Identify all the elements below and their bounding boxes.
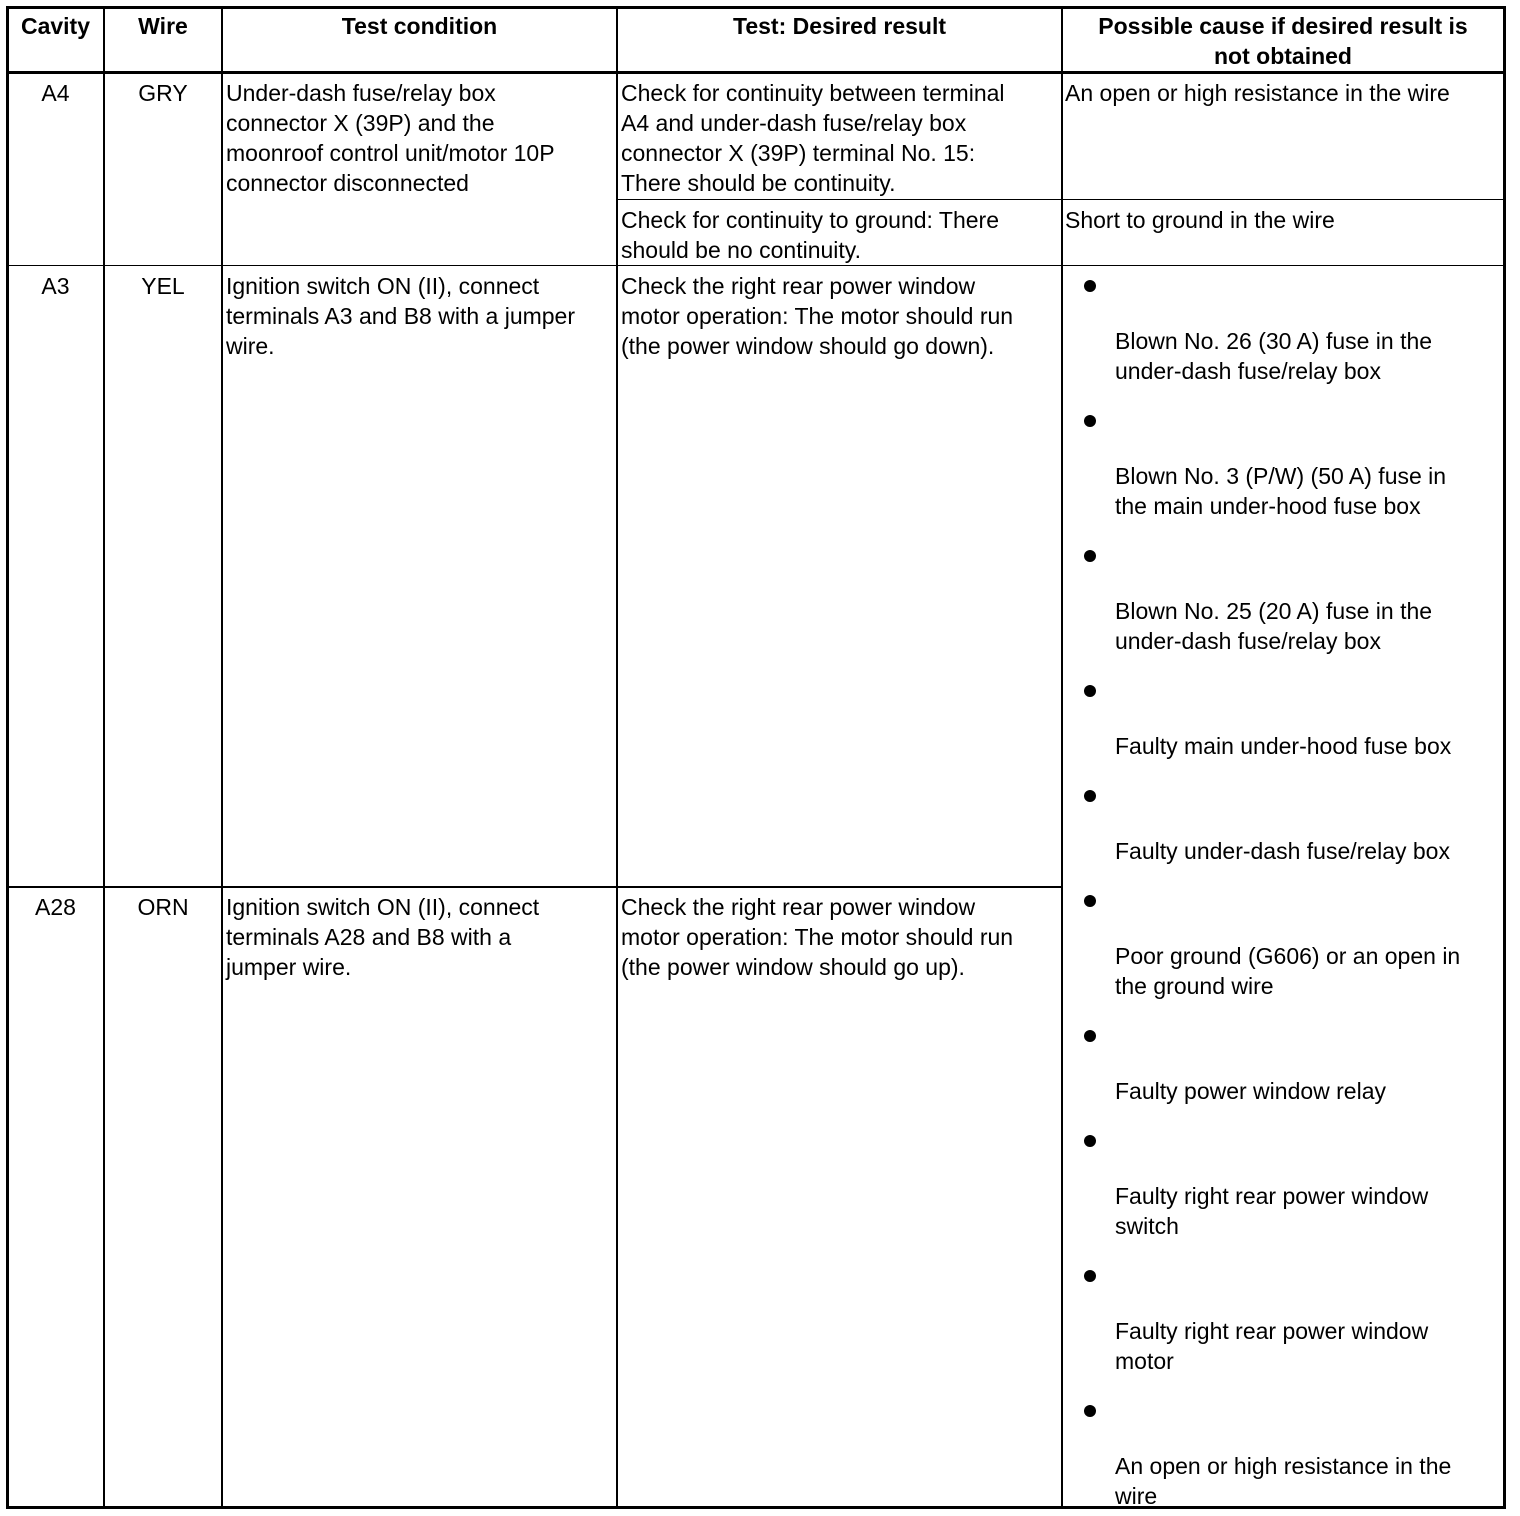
list-item: Faulty main under-hood fuse box bbox=[1115, 733, 1452, 759]
cell-test-condition-a4: Under-dash fuse/relay box connector X (39P) and the moonroof control unit/motor 10P connector disconnected bbox=[226, 80, 555, 196]
bullet-icon bbox=[1084, 415, 1096, 427]
list-item: Blown No. 26 (30 A) fuse in the under-dash fuse/relay box bbox=[1115, 328, 1433, 384]
list-item: Faulty power window relay bbox=[1115, 1078, 1387, 1104]
cell-wire-a28: ORN bbox=[137, 894, 189, 920]
row-divider bbox=[6, 265, 1506, 266]
cell-desired-result-a3: Check the right rear power window motor operation: The motor should run (the power window should go down). bbox=[621, 273, 1014, 359]
col-divider bbox=[616, 6, 618, 1509]
cell-test-condition-a3: Ignition switch ON (II), connect terminals A3 and B8 with a jumper wire. bbox=[226, 273, 576, 359]
header-possible-cause: Possible cause if desired result is not obtained bbox=[1098, 13, 1468, 69]
header-divider bbox=[6, 71, 1506, 74]
bullet-icon bbox=[1084, 895, 1096, 907]
cell-desired-result-a4-continuity: Check for continuity between terminal A4 and under-dash fuse/relay box connector X (39P) terminal No. 15: There should be continuity. bbox=[621, 80, 1005, 196]
col-divider bbox=[1061, 6, 1063, 1509]
cell-cavity-a4: A4 bbox=[41, 80, 70, 106]
bullet-icon bbox=[1084, 790, 1096, 802]
bullet-icon bbox=[1084, 550, 1096, 562]
bullet-icon bbox=[1084, 685, 1096, 697]
bullet-icon bbox=[1084, 1135, 1096, 1147]
list-item: Poor ground (G606) or an open in the ground wire bbox=[1115, 943, 1461, 999]
cell-wire-a3: YEL bbox=[141, 273, 185, 299]
list-item: Faulty right rear power window motor bbox=[1115, 1318, 1429, 1374]
list-item: Faulty right rear power window switch bbox=[1115, 1183, 1429, 1239]
cell-cavity-a28: A28 bbox=[35, 894, 76, 920]
header-wire: Wire bbox=[138, 13, 188, 39]
header-test-condition: Test condition bbox=[341, 13, 498, 39]
list-item: Blown No. 25 (20 A) fuse in the under-dash fuse/relay box bbox=[1115, 598, 1433, 654]
cell-desired-result-a28: Check the right rear power window motor operation: The motor should run (the power window should go up). bbox=[621, 894, 1014, 980]
col-divider bbox=[103, 6, 105, 1509]
header-desired-result: Test: Desired result bbox=[732, 13, 947, 39]
bullet-icon bbox=[1084, 1030, 1096, 1042]
cell-desired-result-a4-ground: Check for continuity to ground: There should be no continuity. bbox=[621, 207, 1000, 263]
col-divider bbox=[221, 6, 223, 1509]
list-item: An open or high resistance in the wire bbox=[1115, 1453, 1452, 1509]
row-divider bbox=[617, 199, 1506, 200]
cell-test-condition-a28: Ignition switch ON (II), connect terminals A28 and B8 with a jumper wire. bbox=[226, 894, 540, 980]
cell-possible-cause-a4-continuity: An open or high resistance in the wire bbox=[1065, 80, 1450, 106]
row-divider bbox=[6, 886, 1063, 888]
list-item: Blown No. 3 (P/W) (50 A) fuse in the main under-hood fuse box bbox=[1115, 463, 1447, 519]
bullet-icon bbox=[1084, 1405, 1096, 1417]
bullet-icon bbox=[1084, 1270, 1096, 1282]
bullet-icon bbox=[1084, 280, 1096, 292]
cell-wire-a4: GRY bbox=[138, 80, 188, 106]
cell-cavity-a3: A3 bbox=[41, 273, 70, 299]
cell-possible-cause-a4-ground: Short to ground in the wire bbox=[1065, 207, 1335, 233]
header-cavity: Cavity bbox=[20, 13, 91, 39]
list-item: Faulty under-dash fuse/relay box bbox=[1115, 838, 1450, 864]
